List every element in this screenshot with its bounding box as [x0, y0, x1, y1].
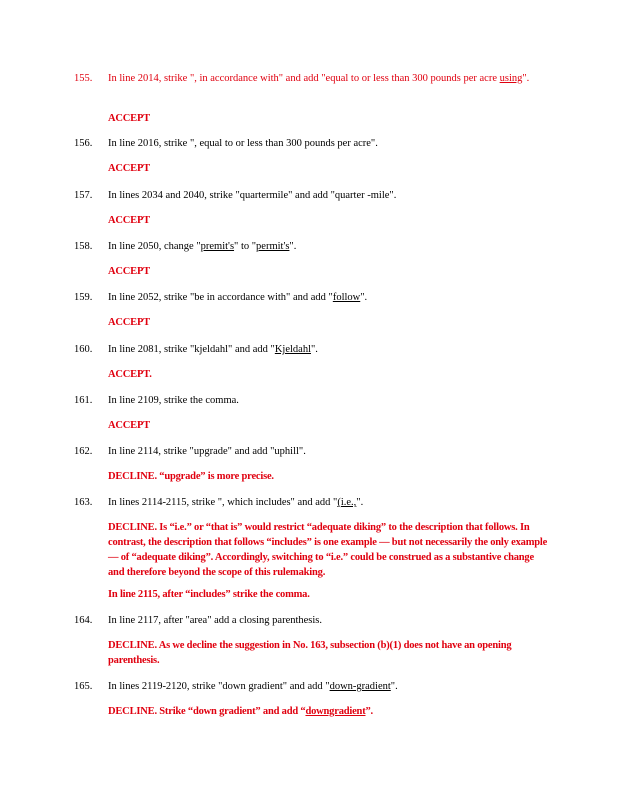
response-text: DECLINE. Is “i.e.” or “that is” would restrict “adequate diking” to the description that follows. In contrast, the description that follows “includes” is one example — but not necessarily the only example — of “adequate diking”. Accordingly, switching to “i.e.” could be construed as a substantive change and therefore beyond the scope of this rulemaking. [108, 522, 548, 578]
comment-text: In lines 2114-2115, strike ", which includes" and add "(i.e.,". [108, 497, 364, 508]
item-number: 158. [74, 241, 93, 252]
item-number: 156. [74, 138, 93, 149]
response-text: ACCEPT [108, 420, 150, 431]
comment-text: In line 2014, strike ", in accordance with" and add "equal to or less than 300 pounds per acre using". [108, 73, 530, 84]
response-text: ACCEPT [108, 215, 150, 226]
comment-text: In line 2114, strike "upgrade" and add "uphill". [108, 446, 306, 457]
comment-text: In lines 2034 and 2040, strike "quartermile" and add "quarter -mile". [108, 190, 397, 201]
comment-text: In line 2117, after "area" add a closing parenthesis. [108, 615, 323, 626]
response-text: ACCEPT. [108, 369, 152, 380]
comment-text: In line 2050, change "premit's" to "permit's". [108, 241, 297, 252]
response-text: DECLINE. As we decline the suggestion in No. 163, subsection (b)(1) does not have an opening parenthesis. [108, 640, 512, 666]
response-text: DECLINE. Strike “down gradient” and add “downgradient”. [108, 706, 373, 717]
item-number: 159. [74, 292, 93, 303]
item-number: 157. [74, 190, 93, 201]
item-number: 165. [74, 681, 93, 692]
comment-text: In line 2109, strike the comma. [108, 395, 239, 406]
item-number: 162. [74, 446, 93, 457]
item-number: 155. [74, 73, 93, 84]
item-number: 160. [74, 344, 93, 355]
response-text: DECLINE. “upgrade” is more precise. [108, 471, 274, 482]
item-number: 164. [74, 615, 93, 626]
response-text: ACCEPT [108, 266, 150, 277]
response-text-2: In line 2115, after “includes” strike the comma. [108, 589, 310, 600]
response-text: ACCEPT [108, 317, 150, 328]
response-text: ACCEPT [108, 163, 150, 174]
item-number: 163. [74, 497, 93, 508]
comment-text: In line 2052, strike "be in accordance with" and add "follow". [108, 292, 368, 303]
comment-text: In lines 2119-2120, strike "down gradient" and add "down-gradient". [108, 681, 398, 692]
item-number: 161. [74, 395, 93, 406]
comment-text: In line 2081, strike "kjeldahl" and add "Kjeldahl". [108, 344, 318, 355]
response-text: ACCEPT [108, 113, 150, 124]
comment-text: In line 2016, strike ", equal to or less than 300 pounds per acre". [108, 138, 378, 149]
